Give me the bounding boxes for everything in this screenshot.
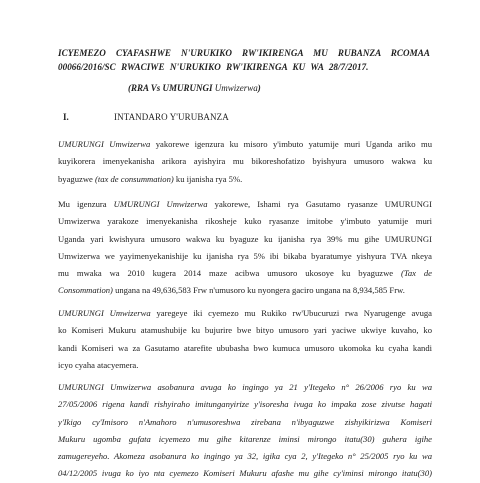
paragraph-line: ko Komiseri Mukuru atamushubije ku bujurire bwe bityo umusoro yari yaciwe ukwiye kuvaho, ko [58, 325, 432, 336]
paragraph-line: byaguzwe (tax de consummation) ku ijanisha rya 5%. [58, 173, 243, 184]
term-italic: (Tax de [401, 268, 432, 279]
paragraph-line: kuyikorera imenyekanisha arikora ayishyira mu bikoreshofatizo byishyura umusoro wakwa ku [58, 156, 432, 167]
paragraph-line: Mukuru ugomba gufata icyemezo mu gihe kitarenze iminsi mirongo itatu(30) guhera igihe [58, 433, 432, 444]
paragraph-line: mu mwaka wa 2010 kugera 2014 maze acibwa umusoro ukosoye ku byaguzwe (Tax de [58, 268, 432, 279]
parties-prefix: (RRA Vs UMURUNGI [128, 83, 215, 93]
paragraph-4 [58, 379, 432, 483]
paragraph-line: Umwizerwa yarakoze imenyekanisha rikosheje kuko ryasanze imitobe y'imbuto yatumije muri [58, 216, 432, 227]
heading-line-2: 00066/2016/SC RWACIWE N'URUKIKO RW'IKIRENGA KU WA 28/7/2017. [58, 62, 369, 72]
term-italic: Consommation) [58, 285, 113, 296]
section-title: INTANDARO Y'URUBANZA [114, 112, 229, 122]
party-name: UMURUNGI Umwizerwa [113, 199, 208, 209]
paragraph-1 [58, 136, 432, 188]
paragraph-line: Mu igenzura UMURUNGI Umwizerwa yakorewe, Ishami rya Gasutamo ryasanze UMURUNGI [58, 199, 432, 209]
parties-name: Umwizerwa [214, 83, 258, 93]
paragraph-line: Umwizerwa we yayimenyekanishije ku ijanisha rya 5% ibi bikaba byaratumye yishyura TVA nkeya [58, 250, 432, 261]
document-heading [58, 46, 430, 74]
party-name: UMURUNGI Umwizerwa [58, 139, 151, 149]
paragraph-line: zamugereyeho. Akomeza asobanura ko ingingo ya 32, igika cya 2, y'Itegeko n° 25/2005 ryo ku wa [58, 451, 432, 462]
party-name: UMURUNGI Umwizerwa [58, 308, 151, 318]
term-italic: (tax de consummation) [95, 173, 174, 184]
parties-suffix: ) [257, 83, 261, 93]
heading-line-1: ICYEMEZO CYAFASHWE N'URUKIKO RW'IKIRENGA MU RUBANZA RCOMAA [58, 48, 430, 58]
case-parties [128, 82, 261, 94]
paragraph-line: icyo cyaha atacyemera. [58, 359, 139, 370]
paragraph-line: UMURUNGI Umwizerwa yaregeye iki cyemezo mu Rukiko rw'Ubucuruzi rwa Nyarugenge avuga [58, 308, 432, 318]
paragraph-2 [58, 196, 432, 300]
paragraph-line: y'Ikigo cy'Imisoro n'Amahoro n'umusoreshwa zirebana n'ibyaguzwe zishyikirizwa Komiseri [58, 416, 432, 427]
paragraph-line: UMURUNGI Umwizerwa asobanura avuga ko ingingo ya 21 y'Itegeko n° 26/2006 ryo ku wa [58, 382, 432, 392]
section-number: I. [63, 112, 69, 122]
paragraph-line: 04/12/2005 ivuga ko iyo nta cyemezo Komiseri Mukuru afashe mu gihe cy'iminsi mirongo itatu(30) [58, 468, 432, 479]
paragraph-line: Uganda yari kwishyura umusoro wakwa ku byaguze ku ijanisha rya 39% mu gihe UMURUNGI [58, 233, 432, 244]
paragraph-line: Consommation) ungana na 49,636,583 Frw n'umusoro ku nyongera gaciro ungana na 8,934,585 Frw. [58, 285, 405, 296]
paragraph-3 [58, 305, 432, 374]
paragraph-line: kandi Komiseri wa za Gasutamo atarefite ububasha bwo kumuca umusoro ukomoka ku cyaha kandi [58, 342, 432, 353]
paragraph-line: UMURUNGI Umwizerwa yakorewe igenzura ku misoro y'imbuto yatumije muri Uganda ariko mu [58, 139, 432, 149]
paragraph-line: 27/05/2006 rigena kandi rishyiraho imitunganyirize y'isoresha ivuga ko impaka zose zivutse hagati [58, 399, 432, 410]
